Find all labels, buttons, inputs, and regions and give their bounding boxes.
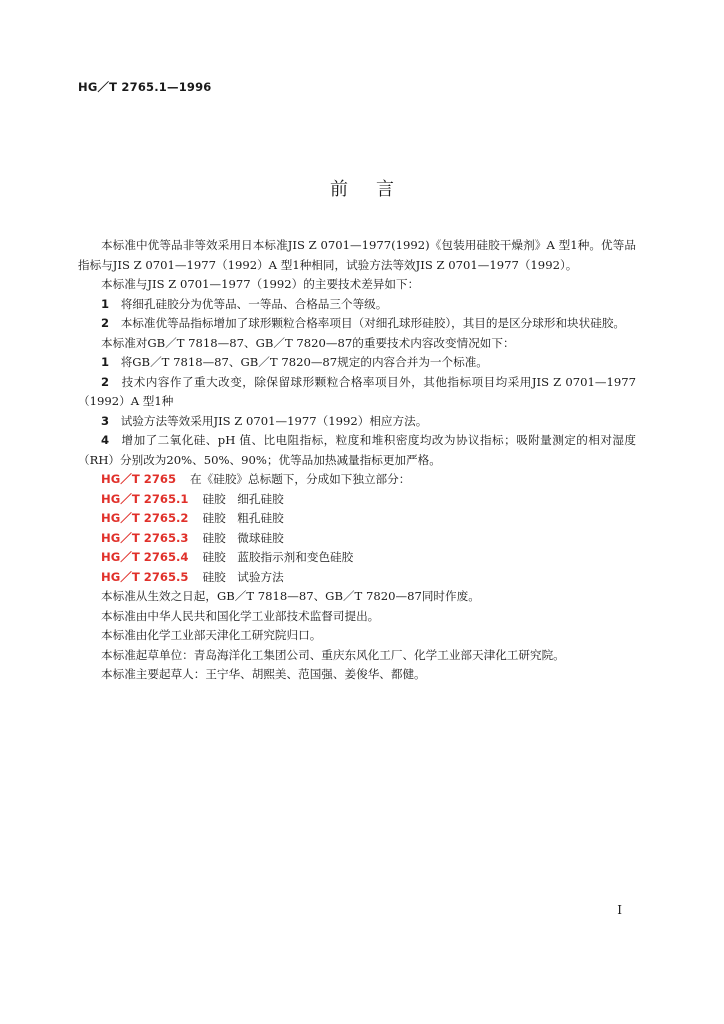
item-text: 本标准优等品指标增加了球形颗粒合格率项目（对细孔球形硅胶），其目的是区分球形和块状硅胶。 — [120, 316, 626, 330]
item-text: 将GB／T 7818—87、GB／T 7820—87规定的内容合并为一个标准。 — [120, 355, 488, 369]
series-intro — [78, 470, 636, 490]
paragraph: 本标准从生效之日起，GB／T 7818—87、GB／T 7820—87同时作废。 — [101, 589, 480, 603]
part-code: HG／T 2765.1 — [101, 491, 189, 506]
paragraph: 本标准主要起草人：王宁华、胡熙美、范国强、姜俊华、都健。 — [101, 667, 426, 681]
list-item — [78, 353, 636, 373]
list-item — [78, 314, 636, 334]
list-item — [78, 431, 636, 470]
paragraph: 本标准由中华人民共和国化学工业部技术监督司提出。 — [101, 608, 380, 623]
item-text: 试验方法等效采用JIS Z 0701—1977（1992）相应方法。 — [120, 413, 428, 428]
paragraph: 本标准对GB／T 7818—87、GB／T 7820—87的重要技术内容改变情况如下： — [101, 335, 515, 350]
item-number: 1 — [101, 296, 110, 311]
document-code-header: HG／T 2765.1—1996 — [78, 80, 212, 94]
list-item — [78, 295, 636, 315]
part-code: HG／T 2765.2 — [101, 511, 189, 525]
item-number: 4 — [101, 433, 110, 447]
part-name: 硅胶 粗孔硅胶 — [202, 511, 284, 525]
paragraph: 本标准中优等品非等效采用日本标准JIS Z 0701—1977(1992)《包装用硅胶干燥剂》A 型1种。优等品指标与JIS Z 0701—1977（1992）A 型1种相同，试验方法等效JIS Z 0701—1977（1992）。 — [78, 238, 636, 272]
part-item — [78, 529, 636, 549]
part-item — [78, 548, 636, 568]
page-title: 前言 — [330, 179, 422, 200]
list-item — [78, 373, 636, 412]
paragraph: 本标准由化学工业部天津化工研究院归口。 — [101, 628, 322, 642]
item-number: 1 — [101, 355, 110, 369]
series-code: HG／T 2765 — [101, 472, 177, 486]
paragraph: 本标准与JIS Z 0701—1977（1992）的主要技术差异如下： — [101, 277, 420, 291]
part-code: HG／T 2765.4 — [101, 550, 189, 564]
item-text: 将细孔硅胶分为优等品、一等品、合格品三个等级。 — [120, 296, 388, 311]
part-name: 硅胶 试验方法 — [202, 569, 284, 584]
part-item — [78, 509, 636, 529]
series-intro-text: 在《硅胶》总标题下，分成如下独立部分： — [190, 472, 411, 486]
item-number: 3 — [101, 413, 110, 428]
item-text: 增加了二氧化硅、pH 值、比电阻指标，粒度和堆积密度均改为协议指标；吸附量测定的相对湿度（RH）分别改为20%、50%、90%；优等品加热减量指标更加严格。 — [78, 433, 636, 467]
list-item — [78, 412, 636, 432]
paragraph: 本标准起草单位：青岛海洋化工集团公司、重庆东风化工厂、化学工业部天津化工研究院。 — [101, 647, 565, 662]
part-item — [78, 568, 636, 588]
part-item — [78, 490, 636, 510]
item-text: 技术内容作了重大改变，除保留球形颗粒合格率项目外，其他指标项目均采用JIS Z 0701—1977（1992）A 型1种 — [78, 374, 636, 408]
part-name: 硅胶 微球硅胶 — [202, 530, 284, 545]
item-number: 2 — [101, 374, 110, 389]
document-body — [78, 236, 636, 685]
part-name: 硅胶 细孔硅胶 — [202, 491, 284, 506]
part-code: HG／T 2765.3 — [101, 530, 189, 545]
page-number: I — [617, 903, 622, 917]
part-name: 硅胶 蓝胶指示剂和变色硅胶 — [202, 550, 354, 564]
item-number: 2 — [101, 316, 110, 330]
part-code: HG／T 2765.5 — [101, 569, 189, 584]
